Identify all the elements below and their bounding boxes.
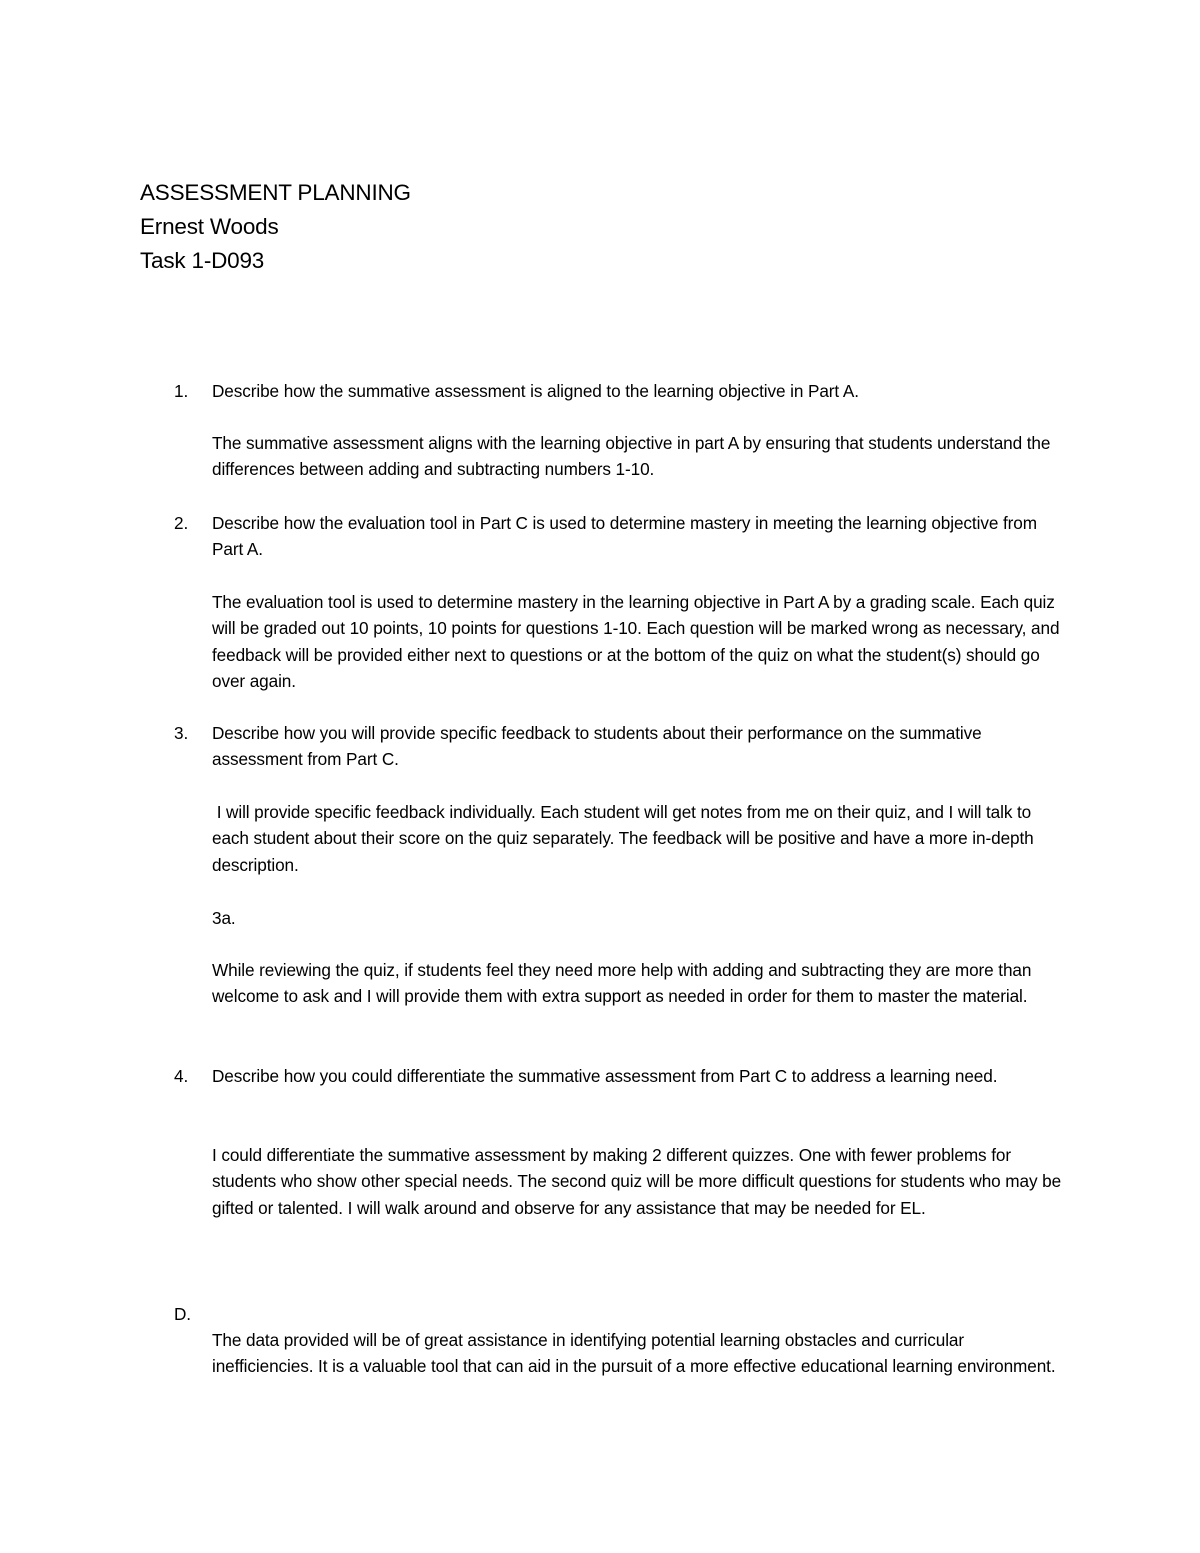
item-question: Describe how the evaluation tool in Part C is used to determine mastery in meeting the learning objective from Part A. bbox=[212, 513, 1037, 560]
list-item-4 bbox=[174, 1063, 1064, 1089]
item-question: Describe how the summative assessment is aligned to the learning objective in Part A. bbox=[212, 381, 859, 401]
item-number: 4. bbox=[174, 1066, 189, 1086]
item-question: Describe how you could differentiate the summative assessment from Part C to address a learning need. bbox=[212, 1066, 998, 1086]
item-answer-3: I will provide specific feedback individually. Each student will get notes from me on their quiz, and I will talk to each student about their score on the quiz separately. The feedback will be positive and have a more in-depth description. bbox=[212, 802, 1039, 875]
document-header bbox=[140, 176, 411, 278]
item-number: 2. bbox=[174, 513, 189, 533]
document-title: ASSESSMENT PLANNING bbox=[140, 180, 411, 205]
sub-item-answer: While reviewing the quiz, if students feel they need more help with adding and subtracting they are more than welcome to ask and I will provide them with extra support as needed in order for them to master the material. bbox=[212, 960, 1032, 1007]
list-item-2 bbox=[174, 510, 1064, 563]
item-answer-4: I could differentiate the summative assessment by making 2 different quizzes. One with fewer problems for students who show other special needs. The second quiz will be more difficult questions for students who may be gifted or talented. I will walk around and observe for any assistance that may be needed for EL. bbox=[212, 1145, 1062, 1218]
list-item-3 bbox=[174, 720, 1064, 773]
task-code: Task 1-D093 bbox=[140, 248, 265, 273]
section-d-text: The data provided will be of great assistance in identifying potential learning obstacles and curricular inefficiencies. It is a valuable tool that can aid in the pursuit of a more effective educational learning environment. bbox=[212, 1330, 1056, 1377]
item-question: Describe how you will provide specific feedback to students about their performance on the summative assessment from Part C. bbox=[212, 723, 982, 770]
list-item-1 bbox=[174, 378, 1064, 404]
sub-item-label: 3a. bbox=[212, 908, 236, 928]
item-answer-1: The summative assessment aligns with the learning objective in part A by ensuring that students understand the differences between adding and subtracting numbers 1-10. bbox=[212, 433, 1051, 480]
section-d-label: D. bbox=[174, 1304, 191, 1324]
item-number: 3. bbox=[174, 723, 189, 743]
item-answer-2: The evaluation tool is used to determine mastery in the learning objective in Part A by a grading scale. Each quiz will be graded out 10 points, 10 points for questions 1-10. Each question will be marked wrong as necessary, and feedback will be provided either next to questions or at the bottom of the quiz on what the student(s) should go over again. bbox=[212, 592, 1060, 691]
item-number: 1. bbox=[174, 381, 189, 401]
author-name: Ernest Woods bbox=[140, 214, 279, 239]
